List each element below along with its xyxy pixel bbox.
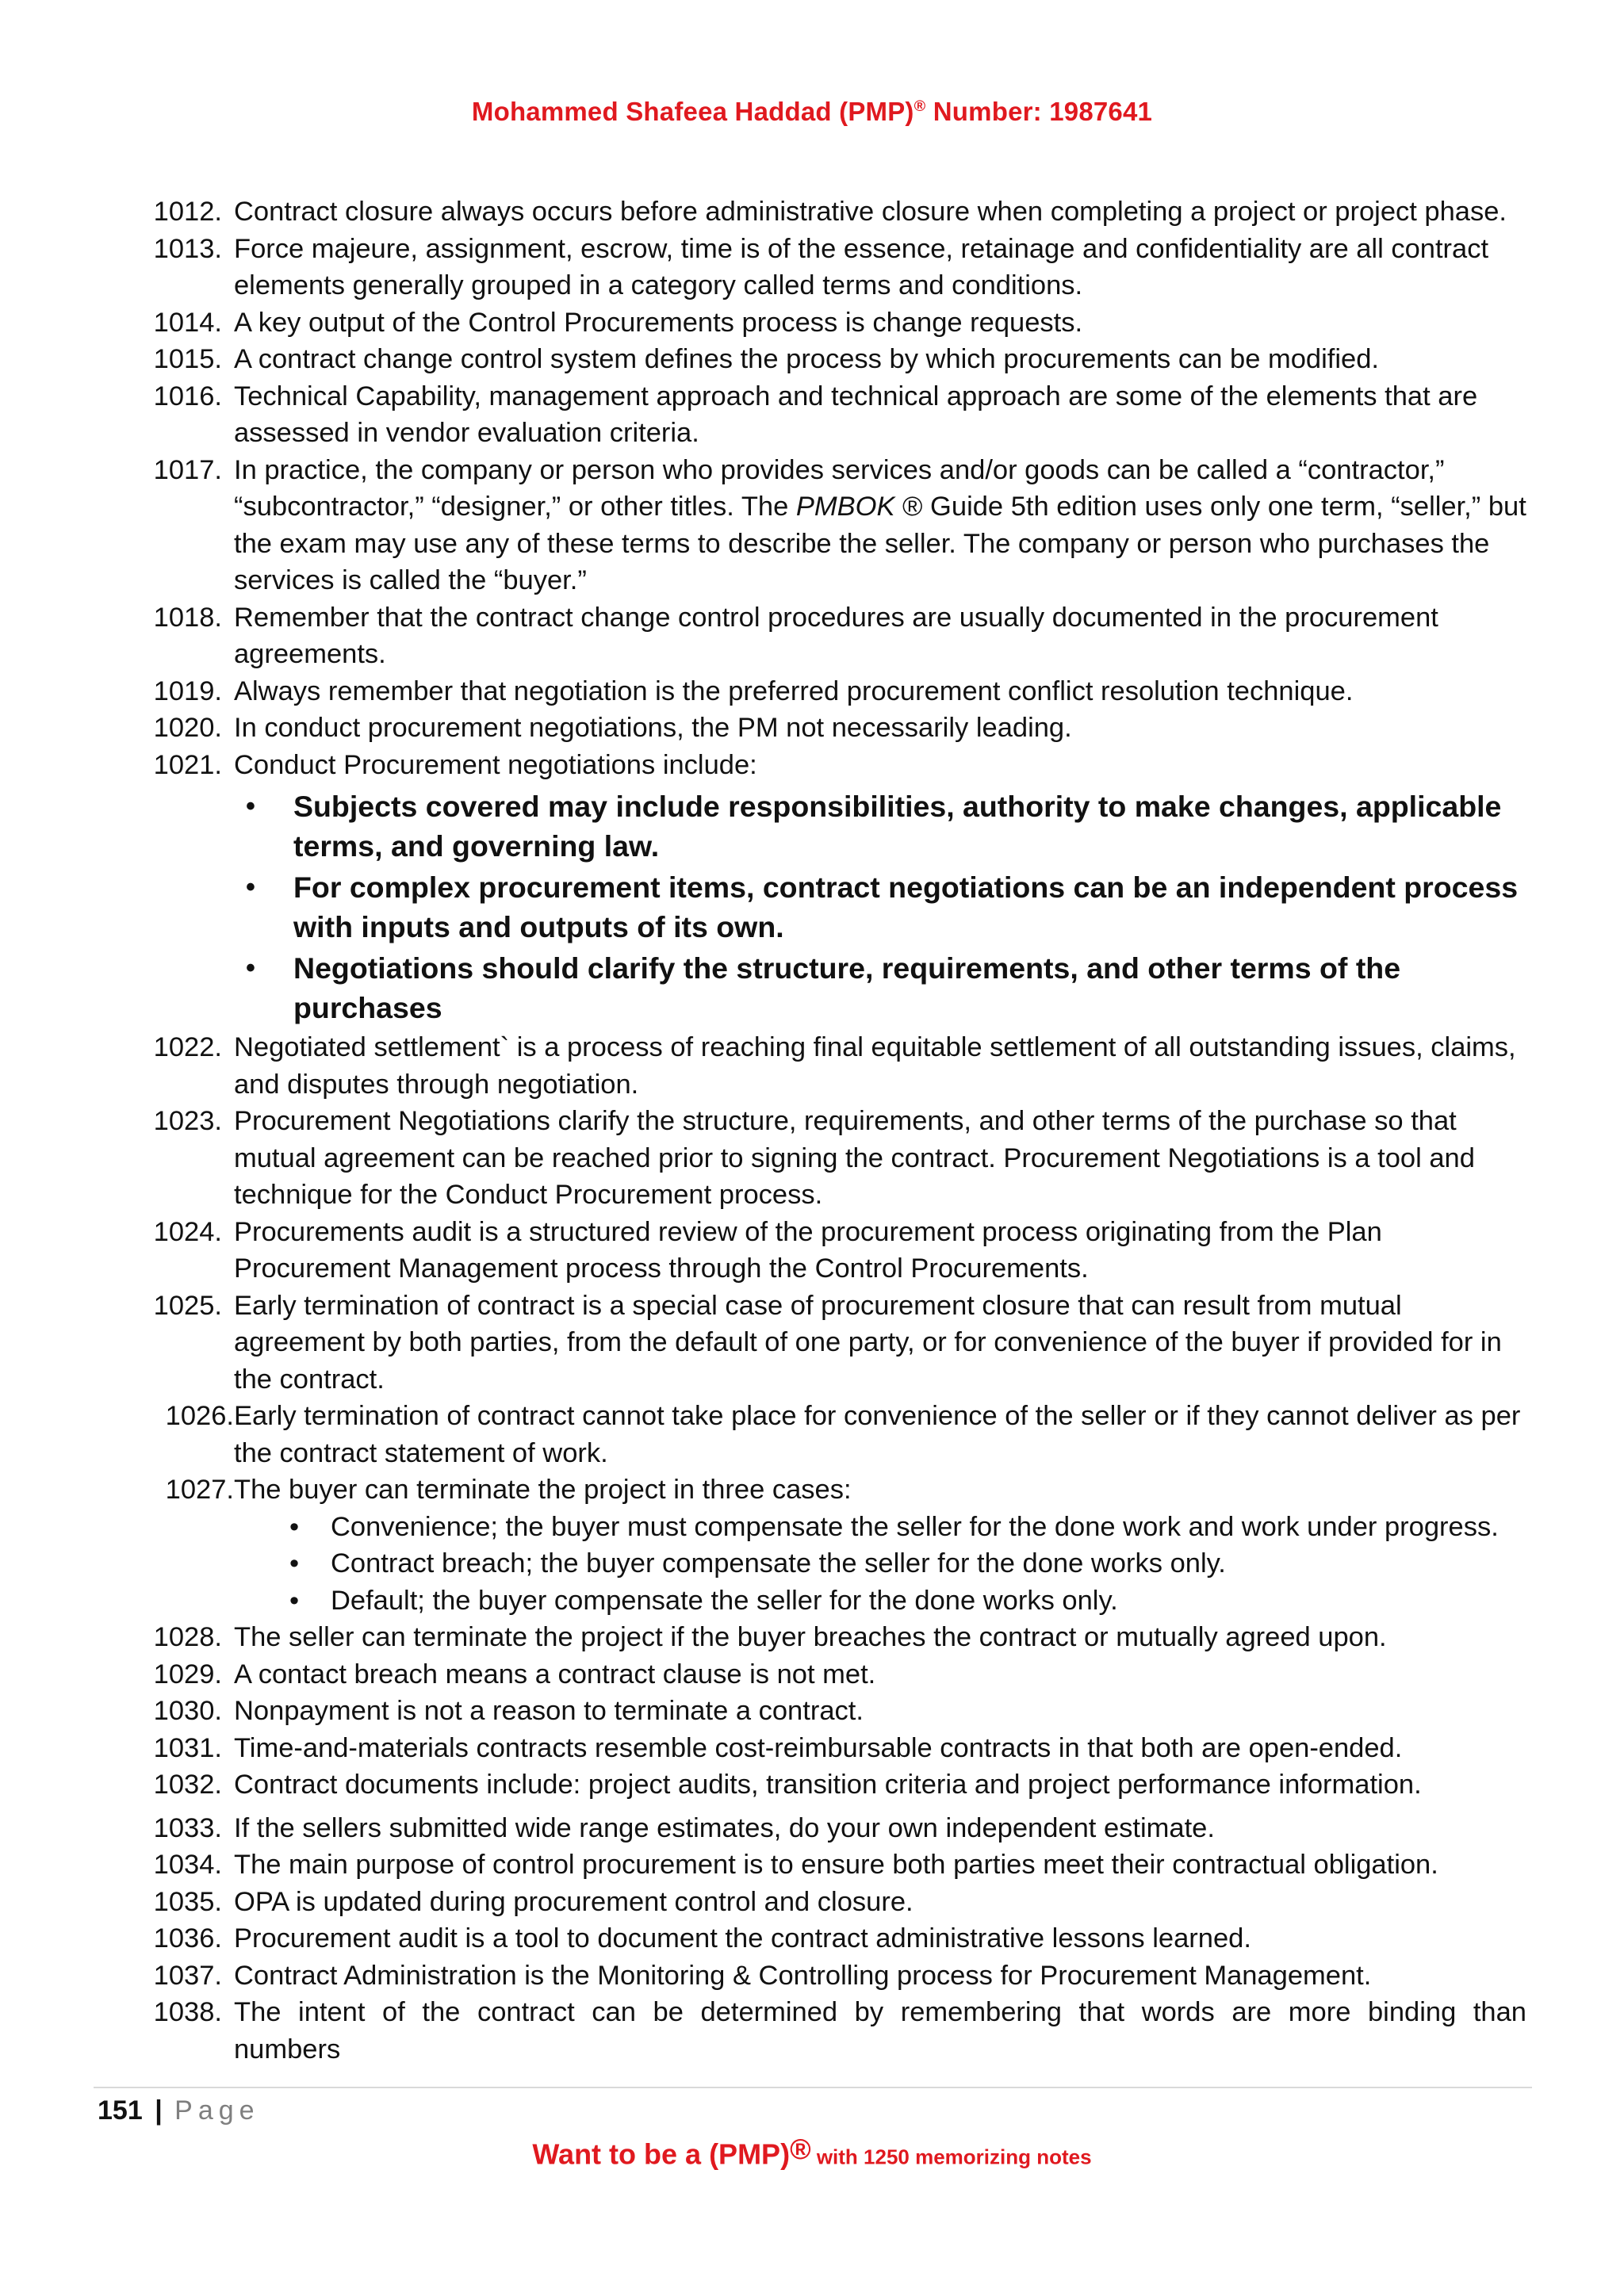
note-1038 (147, 1994, 1526, 2068)
note-1016 (147, 378, 1526, 452)
footer-divider (94, 2087, 1532, 2088)
note-text: Procurements audit is a structured review of the procurement process originating from the Plan Procurement Management process through the Control Procurements. (234, 1216, 1382, 1284)
page-separator: | (155, 2095, 163, 2126)
note-number: 1017. (153, 454, 222, 485)
note-1029 (147, 1656, 1526, 1693)
pmp-number: Number: 1987641 (925, 97, 1153, 126)
termination-cases (147, 1509, 1526, 1620)
note-text: A contact breach means a contract clause is not met. (234, 1659, 876, 1689)
footer-subtitle: with 1250 memorizing notes (810, 2145, 1092, 2169)
note-text-line: The intent of the contract can be determined by remembering that words are more binding than (234, 1997, 1526, 2027)
note-text: Remember that the contract change control procedures are usually documented in the procurement agreements. (234, 602, 1438, 669)
note-number: 1022. (153, 1032, 222, 1062)
note-number: 1020. (153, 713, 222, 743)
note-number: 1024. (153, 1216, 222, 1247)
page-number (98, 2095, 260, 2126)
note-text: The main purpose of control procurement is to ensure both parties meet their contractual obligation. (234, 1850, 1438, 1880)
note-1024 (147, 1214, 1526, 1288)
note-text: Procurement audit is a tool to document the contract administrative lessons learned. (234, 1923, 1251, 1954)
note-1028 (147, 1619, 1526, 1656)
note-text: Nonpayment is not a reason to terminate a contract. (234, 1696, 864, 1726)
note-number: 1031. (153, 1732, 222, 1763)
note-number: 1021. (153, 749, 222, 780)
note-1015 (147, 341, 1526, 378)
registered-mark: ® (914, 98, 926, 115)
note-text: Negotiated settlement` is a process of reaching final equitable settlement of all outstanding issues, claims, and disputes through negotiation. (234, 1032, 1516, 1100)
list-item: • For complex procurement items, contract negotiations can be an independent process with inputs and outputs of its own. (293, 867, 1526, 947)
note-number: 1038. (153, 1997, 222, 2027)
note-number: 1028. (153, 1622, 222, 1652)
note-text: A contract change control system defines the process by which procurements can be modified. (234, 344, 1379, 374)
note-text-part: In practice, the company or person who provides services and/or goods can be called a “contractor,” “subcontractor,” “designer,” or other titles. The (234, 454, 1445, 522)
note-number: 1016. (153, 381, 222, 411)
note-number: 1032. (153, 1770, 222, 1800)
note-text: Force majeure, assignment, escrow, time is of the essence, retainage and confidentiality are all contract elements generally grouped in a category called terms and conditions. (234, 233, 1489, 300)
note-number: 1023. (153, 1106, 222, 1136)
note-1021 (147, 747, 1526, 784)
note-1034 (147, 1846, 1526, 1884)
note-number: 1012. (153, 197, 222, 227)
note-1025 (147, 1288, 1526, 1399)
note-1030 (147, 1693, 1526, 1730)
page-footer (0, 2133, 1624, 2171)
page-number-value: 151 (98, 2095, 143, 2126)
note-text: A key output of the Control Procurements process is change requests. (234, 307, 1083, 338)
note-1031 (147, 1730, 1526, 1767)
page-header (0, 97, 1624, 127)
notes-list (147, 193, 1526, 2068)
list-item: • Subjects covered may include responsibilities, authority to make changes, applicable terms, and governing law. (293, 786, 1526, 866)
note-text-part: ® Guide 5th edition uses only one term, “seller,” but the exam may use any of these terms to describe the seller. The company or person who purchases the services is called the “buyer.” (234, 492, 1526, 595)
note-text: If the sellers submitted wide range estimates, do your own independent estimate. (234, 1812, 1215, 1843)
list-item: • Negotiations should clarify the structure, requirements, and other terms of the purchases (293, 948, 1526, 1027)
note-number: 1030. (153, 1696, 222, 1726)
note-1023 (147, 1103, 1526, 1214)
note-text: Contract Administration is the Monitoring & Controlling process for Procurement Management. (234, 1960, 1372, 1991)
note-text: Always remember that negotiation is the preferred procurement conflict resolution technique. (234, 675, 1354, 706)
note-1019 (147, 673, 1526, 710)
pmbok-title: PMBOK (795, 492, 895, 522)
list-item: • Default; the buyer compensate the seller for the done works only. (331, 1582, 1526, 1620)
note-text: Technical Capability, management approach and technical approach are some of the elements that are assessed in vendor evaluation criteria. (234, 381, 1478, 448)
page-label: Page (174, 2095, 260, 2126)
negotiation-bullets (147, 786, 1526, 1027)
note-number: 1014. (153, 307, 222, 338)
note-number: 1037. (153, 1960, 222, 1991)
note-number: 1019. (153, 675, 222, 706)
note-number: 1027. (165, 1475, 234, 1505)
note-text: Conduct Procurement negotiations include: (234, 749, 757, 780)
note-number: 1018. (153, 602, 222, 633)
note-number: 1036. (153, 1923, 222, 1954)
note-1036 (147, 1920, 1526, 1957)
note-number: 1029. (153, 1659, 222, 1689)
note-text: In conduct procurement negotiations, the PM not necessarily leading. (234, 713, 1072, 743)
note-1014 (147, 304, 1526, 342)
list-item: • Convenience; the buyer must compensate the seller for the done work and work under progress. (331, 1509, 1526, 1546)
author-name: Mohammed Shafeea Haddad (PMP) (471, 97, 914, 126)
note-1018 (147, 599, 1526, 673)
note-1037 (147, 1957, 1526, 1995)
note-1020 (147, 710, 1526, 747)
note-number: 1033. (153, 1812, 222, 1843)
note-text: The seller can terminate the project if the buyer breaches the contract or mutually agreed upon. (234, 1622, 1387, 1652)
note-number: 1013. (153, 233, 222, 264)
note-1013 (147, 231, 1526, 304)
note-1022 (147, 1029, 1526, 1103)
note-1027 (147, 1471, 1526, 1509)
note-text: Contract documents include: project audits, transition criteria and project performance information. (234, 1770, 1422, 1800)
note-1033 (147, 1810, 1526, 1847)
note-text (234, 455, 1526, 596)
note-1017 (147, 452, 1526, 599)
note-1026 (147, 1398, 1526, 1471)
note-text: Procurement Negotiations clarify the structure, requirements, and other terms of the purchase so that mutual agreement can be reached prior to signing the contract. Procurement Negotiations is a tool and technique for the Conduct Procurement process. (234, 1106, 1475, 1210)
note-number: 1034. (153, 1850, 222, 1880)
note-text: Time-and-materials contracts resemble cost-reimbursable contracts in that both are open-ended. (234, 1732, 1403, 1763)
note-text: Early termination of contract cannot take place for convenience of the seller or if they cannot deliver as per the contract statement of work. (234, 1401, 1521, 1468)
note-text: Contract closure always occurs before administrative closure when completing a project or project phase. (234, 197, 1507, 227)
note-1035 (147, 1884, 1526, 1921)
footer-tagline: Want to be a (PMP) (532, 2137, 791, 2171)
note-text: OPA is updated during procurement control and closure. (234, 1886, 914, 1917)
list-item: • Contract breach; the buyer compensate the seller for the done works only. (331, 1545, 1526, 1582)
note-text-line: numbers (234, 2034, 341, 2064)
note-number: 1025. (153, 1290, 222, 1321)
note-number: 1015. (153, 344, 222, 374)
note-number: 1035. (153, 1886, 222, 1917)
note-text: The buyer can terminate the project in three cases: (234, 1475, 852, 1505)
note-text: Early termination of contract is a special case of procurement closure that can result from mutual agreement by both parties, from the default of one party, or for convenience of the buyer if provided for in the contract. (234, 1290, 1502, 1395)
note-number: 1026. (165, 1401, 234, 1431)
note-1012 (147, 193, 1526, 231)
registered-mark: ® (790, 2133, 811, 2165)
note-1032 (147, 1766, 1526, 1804)
